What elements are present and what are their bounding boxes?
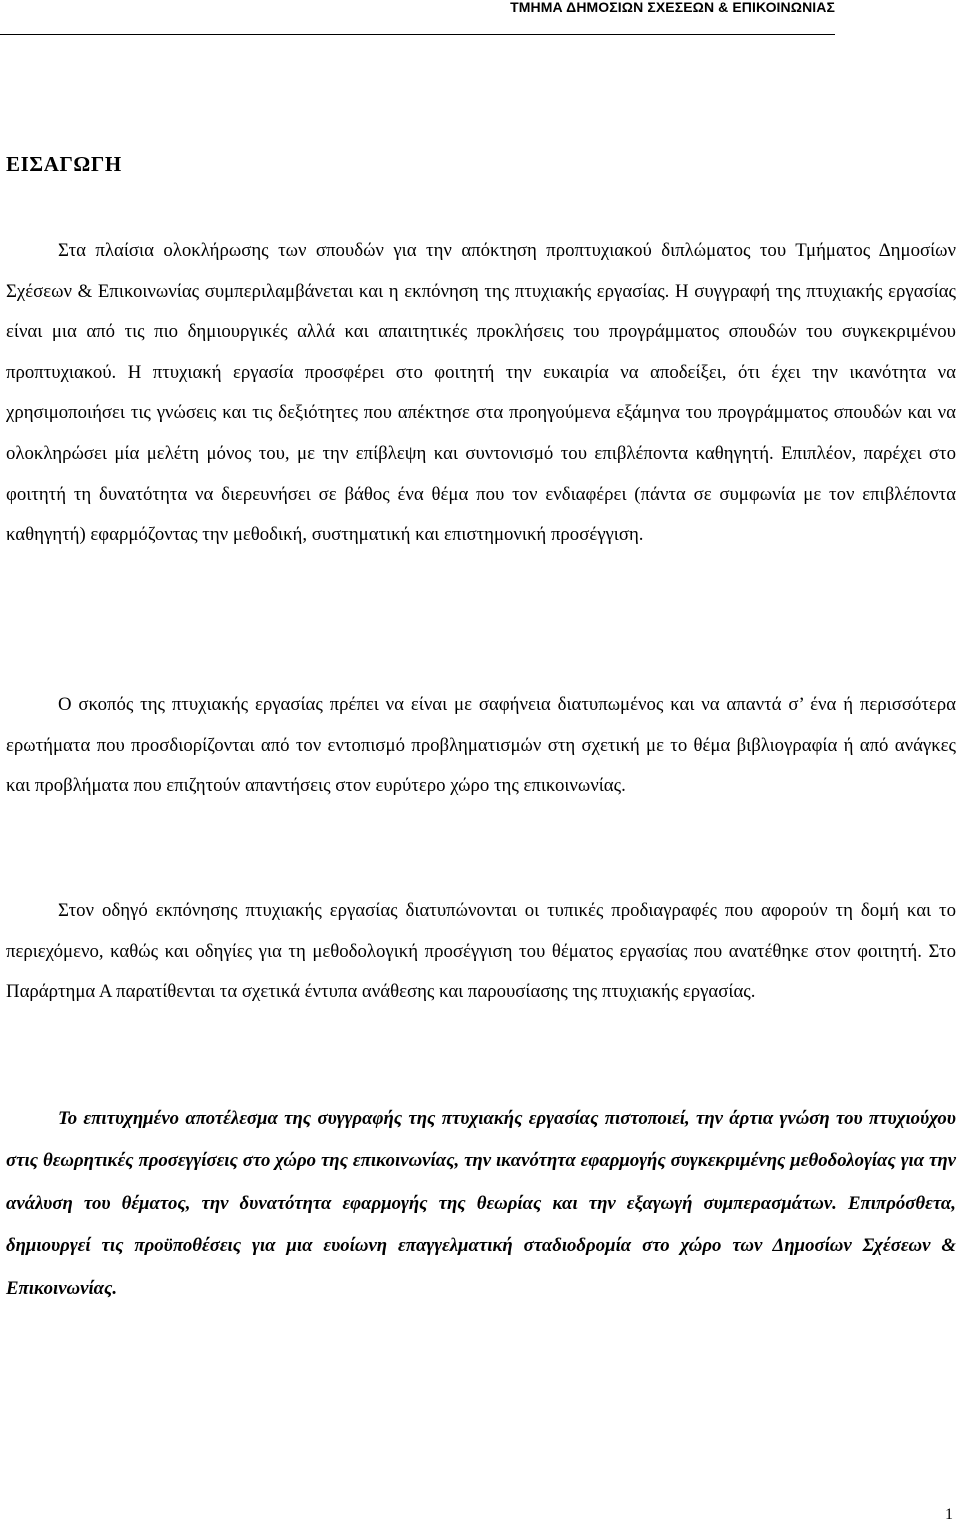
guide-paragraph: Στον οδηγό εκπόνησης πτυχιακής εργασίας διατυπώνονται οι τυπικές προδιαγραφές που αφορούν τη δομή και το περιεχόμενο, καθώς και οδηγίες για τη μεθοδολογική προσέγγιση του θέματος εργασίας που ανατέθηκε στον φοιτητή. Στο Παράρτημα Α παρατίθενται τα σχετικά έντυπα ανάθεσης και παρουσίασης της πτυχιακής εργασίας. (6, 900, 956, 1003)
header-department-title: ΤΜΗΜΑ ΔΗΜΟΣΙΩΝ ΣΧΕΣΕΩΝ & ΕΠΙΚΟΙΝΩΝΙΑΣ (510, 0, 835, 15)
page-number: 1 (945, 1506, 953, 1523)
intro-paragraph: Στα πλαίσια ολοκλήρωσης των σπουδών για την απόκτηση προπτυχιακού διπλώματος του Τμήματος Δημοσίων Σχέσεων & Επικοινωνίας συμπεριλαμβάνεται και η εκπόνηση της πτυχιακής εργασίας. Η συγγραφή της πτυχιακής εργασίας είναι μια από τις πιο δημιουργικές αλλά και απαιτητικές προκλήσεις του προγράμματος σπουδών του συγκεκριμένου προπτυχιακού. Η πτυχιακή εργασία προσφέρει στο φοιτητή την ευκαιρία να αποδείξει, ότι έχει την ικανότητα να χρησιμοποιήσει τις γνώσεις και τις δεξιότητες που απέκτησε στα προηγούμενα εξάμηνα του προγράμματος σπουδών και να ολοκληρώσει μία μελέτη μόνος του, με την επίβλεψη και συντονισμό του επιβλέποντα καθηγητή. Επιπλέον, παρέχει στο φοιτητή τη δυνατότητα να διερευνήσει σε βάθος ένα θέμα που τον ενδιαφέρει (πάντα σε συμφωνία με τον επιβλέποντα καθηγητή) εφαρμόζοντας την μεθοδική, συστηματική και επιστημονική προσέγγιση. (6, 240, 956, 546)
page-header (0, 0, 835, 35)
purpose-paragraph: Ο σκοπός της πτυχιακής εργασίας πρέπει να είναι με σαφήνεια διατυπωμένος και να απαντά σ’ ένα ή περισσότερα ερωτήματα που προσδιορίζονται από τον εντοπισμό προβληματισμών στη σχετική με το θέμα βιβλιογραφία ή από ανάγκες και προβλήματα που επιζητούν απαντήσεις στον ευρύτερο χώρο της επικοινωνίας. (6, 694, 956, 797)
section-title: ΕΙΣΑΓΩΓΗ (6, 152, 122, 176)
outcome-paragraph: Το επιτυχημένο αποτέλεσμα της συγγραφής της πτυχιακής εργασίας πιστοποιεί, την άρτια γνώση του πτυχιούχου στις θεωρητικές προσεγγίσεις στο χώρο της επικοινωνίας, την ικανότητα εφαρμογής συγκεκριμένης μεθοδολογίας για την ανάλυση του θέματος, την δυνατότητα εφαρμογής της θεωρίας και την εξαγωγή συμπερασμάτων. Επιπρόσθετα, δημιουργεί τις προϋποθέσεις για μια ευοίωνη επαγγελματική σταδιοδρομία στο χώρο των Δημοσίων Σχέσεων & Επικοινωνίας. (6, 1108, 956, 1299)
